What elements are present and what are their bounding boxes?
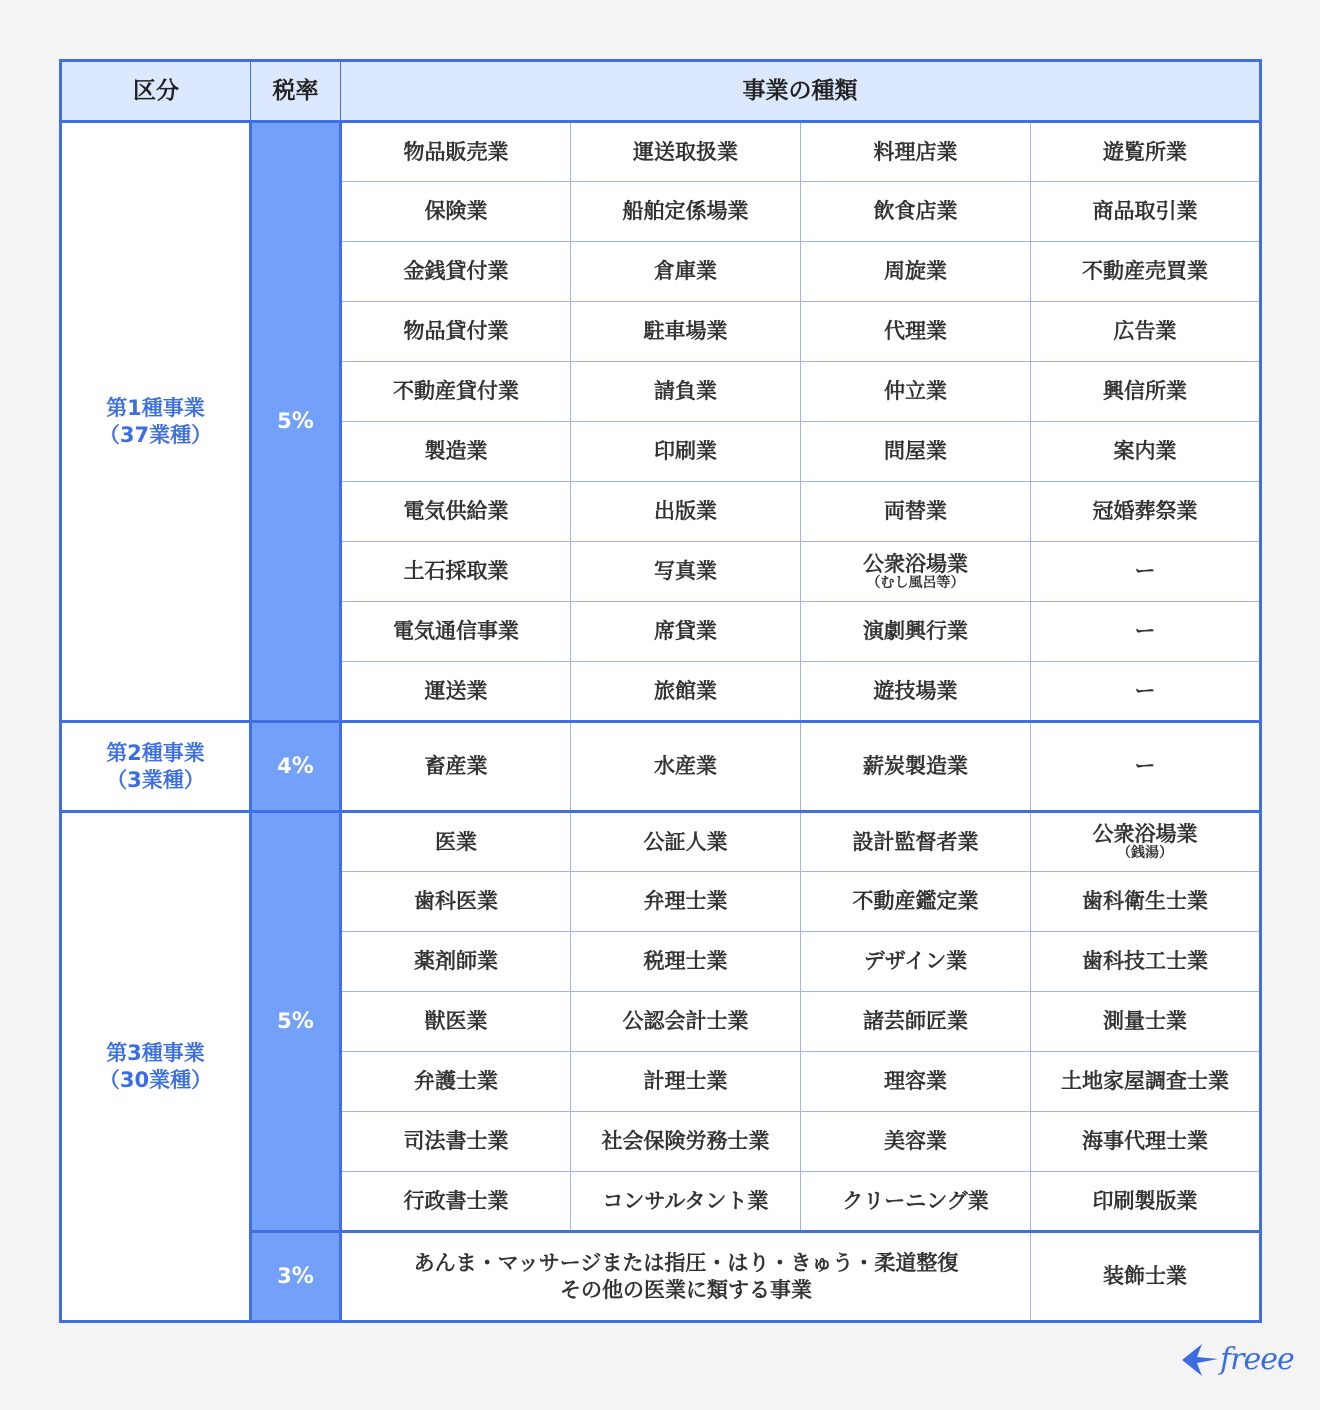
table-cell: クリーニング業 bbox=[801, 1172, 1031, 1232]
category-first-name: 第1種事業 bbox=[106, 396, 205, 421]
table-cell: ー bbox=[1031, 662, 1261, 722]
table-cell: 製造業 bbox=[341, 422, 571, 482]
table-cell: 行政書士業 bbox=[341, 1172, 571, 1232]
category-third-name: 第3種事業 bbox=[106, 1041, 205, 1066]
table-cell: 薬剤師業 bbox=[341, 932, 571, 992]
table-cell-bath-steam bbox=[801, 542, 1031, 602]
table-cell: 美容業 bbox=[801, 1112, 1031, 1172]
header-types: 事業の種類 bbox=[341, 61, 1261, 122]
table-cell: 代理業 bbox=[801, 302, 1031, 362]
table-cell: 弁理士業 bbox=[571, 872, 801, 932]
table-cell: 保険業 bbox=[341, 182, 571, 242]
rate-second-pct: % bbox=[291, 753, 314, 779]
table-cell: 駐車場業 bbox=[571, 302, 801, 362]
category-third bbox=[61, 812, 251, 1322]
table-cell: 電気通信事業 bbox=[341, 602, 571, 662]
rate-third-value: 5 bbox=[277, 1008, 292, 1033]
table-cell: 医業 bbox=[341, 812, 571, 872]
table-cell: 社会保険労務士業 bbox=[571, 1112, 801, 1172]
table-cell: 不動産貸付業 bbox=[341, 362, 571, 422]
rate-second-value: 4 bbox=[277, 753, 292, 778]
rate-second bbox=[251, 722, 341, 812]
table-cell: 金銭貸付業 bbox=[341, 242, 571, 302]
table-cell: 公証人業 bbox=[571, 812, 801, 872]
table-cell: 薪炭製造業 bbox=[801, 722, 1031, 812]
table-cell: 諸芸師匠業 bbox=[801, 992, 1031, 1052]
rate-third-pct: % bbox=[291, 1008, 314, 1034]
table-cell: 遊覧所業 bbox=[1031, 122, 1261, 182]
table-cell: 物品貸付業 bbox=[341, 302, 571, 362]
header-rate: 税率 bbox=[251, 61, 341, 122]
category-first-count: （37業種） bbox=[98, 422, 213, 447]
table-cell: 歯科医業 bbox=[341, 872, 571, 932]
table-cell: 獣医業 bbox=[341, 992, 571, 1052]
table-cell: 運送業 bbox=[341, 662, 571, 722]
category-second bbox=[61, 722, 251, 812]
table-cell: 水産業 bbox=[571, 722, 801, 812]
table-cell: 運送取扱業 bbox=[571, 122, 801, 182]
rate-third bbox=[251, 812, 341, 1232]
rate-first-pct: % bbox=[291, 408, 314, 434]
rate-third-sub-value: 3 bbox=[277, 1263, 292, 1288]
massage-cell bbox=[341, 1232, 1031, 1322]
table-cell: 計理士業 bbox=[571, 1052, 801, 1112]
table-cell: 歯科衛生士業 bbox=[1031, 872, 1261, 932]
bath-steam-label: 公衆浴場業 bbox=[863, 551, 968, 576]
category-second-name: 第2種事業 bbox=[106, 741, 205, 766]
table-cell: 土地家屋調査士業 bbox=[1031, 1052, 1261, 1112]
table-cell: ー bbox=[1031, 722, 1261, 812]
table-cell: 印刷製版業 bbox=[1031, 1172, 1261, 1232]
table-cell: デザイン業 bbox=[801, 932, 1031, 992]
table-cell: 不動産売買業 bbox=[1031, 242, 1261, 302]
table-cell: 飲食店業 bbox=[801, 182, 1031, 242]
table-cell: 土石採取業 bbox=[341, 542, 571, 602]
table-cell: 海事代理士業 bbox=[1031, 1112, 1261, 1172]
table-cell: コンサルタント業 bbox=[571, 1172, 801, 1232]
table-cell: 物品販売業 bbox=[341, 122, 571, 182]
bird-icon bbox=[1180, 1342, 1220, 1378]
bath-sento-label: 公衆浴場業 bbox=[1092, 822, 1198, 847]
table-cell: 公認会計士業 bbox=[571, 992, 801, 1052]
bath-steam-note: （むし風呂等） bbox=[866, 574, 965, 591]
category-first bbox=[61, 122, 251, 722]
table-cell: 船舶定係場業 bbox=[571, 182, 801, 242]
category-third-count: （30業種） bbox=[98, 1067, 213, 1092]
table-cell: 問屋業 bbox=[801, 422, 1031, 482]
rate-first-value: 5 bbox=[277, 408, 292, 433]
table-cell: 写真業 bbox=[571, 542, 801, 602]
business-tax-table bbox=[59, 59, 1262, 1323]
table-cell: 旅館業 bbox=[571, 662, 801, 722]
freee-wordmark: freee bbox=[1220, 1342, 1294, 1377]
massage-line-2: その他の医業に類する事業 bbox=[560, 1277, 812, 1302]
table-cell-bath-sento bbox=[1031, 812, 1261, 872]
table-cell: 仲立業 bbox=[801, 362, 1031, 422]
table-wrapper bbox=[59, 59, 1261, 1321]
table-cell: 畜産業 bbox=[341, 722, 571, 812]
table-cell: 請負業 bbox=[571, 362, 801, 422]
table-cell: 商品取引業 bbox=[1031, 182, 1261, 242]
table-cell: 両替業 bbox=[801, 482, 1031, 542]
table-cell: 出版業 bbox=[571, 482, 801, 542]
table-cell: 印刷業 bbox=[571, 422, 801, 482]
table-cell: ー bbox=[1031, 542, 1261, 602]
table-cell: 税理士業 bbox=[571, 932, 801, 992]
rate-third-sub bbox=[251, 1232, 341, 1322]
header-category: 区分 bbox=[61, 61, 251, 122]
table-cell: 倉庫業 bbox=[571, 242, 801, 302]
decorator-cell: 装飾士業 bbox=[1031, 1232, 1261, 1322]
rate-third-sub-pct: % bbox=[291, 1263, 314, 1289]
table-cell: 広告業 bbox=[1031, 302, 1261, 362]
table-cell: 歯科技工士業 bbox=[1031, 932, 1261, 992]
table-cell: 電気供給業 bbox=[341, 482, 571, 542]
table-cell: 案内業 bbox=[1031, 422, 1261, 482]
table-cell: 遊技場業 bbox=[801, 662, 1031, 722]
bath-sento-note: （銭湯） bbox=[1117, 845, 1173, 862]
table-cell: 料理店業 bbox=[801, 122, 1031, 182]
table-cell: 冠婚葬祭業 bbox=[1031, 482, 1261, 542]
table-cell: ー bbox=[1031, 602, 1261, 662]
table-cell: 席貸業 bbox=[571, 602, 801, 662]
category-second-count: （3業種） bbox=[106, 767, 205, 792]
table-cell: 弁護士業 bbox=[341, 1052, 571, 1112]
rate-first bbox=[251, 122, 341, 722]
table-cell: 興信所業 bbox=[1031, 362, 1261, 422]
table-cell: 不動産鑑定業 bbox=[801, 872, 1031, 932]
massage-line-1: あんま・マッサージまたは指圧・はり・きゅう・柔道整復 bbox=[413, 1251, 959, 1276]
freee-logo bbox=[1180, 1340, 1302, 1388]
table-cell: 演劇興行業 bbox=[801, 602, 1031, 662]
table-cell: 測量士業 bbox=[1031, 992, 1261, 1052]
table-cell: 設計監督者業 bbox=[801, 812, 1031, 872]
table-cell: 司法書士業 bbox=[341, 1112, 571, 1172]
table-cell: 理容業 bbox=[801, 1052, 1031, 1112]
table-cell: 周旋業 bbox=[801, 242, 1031, 302]
